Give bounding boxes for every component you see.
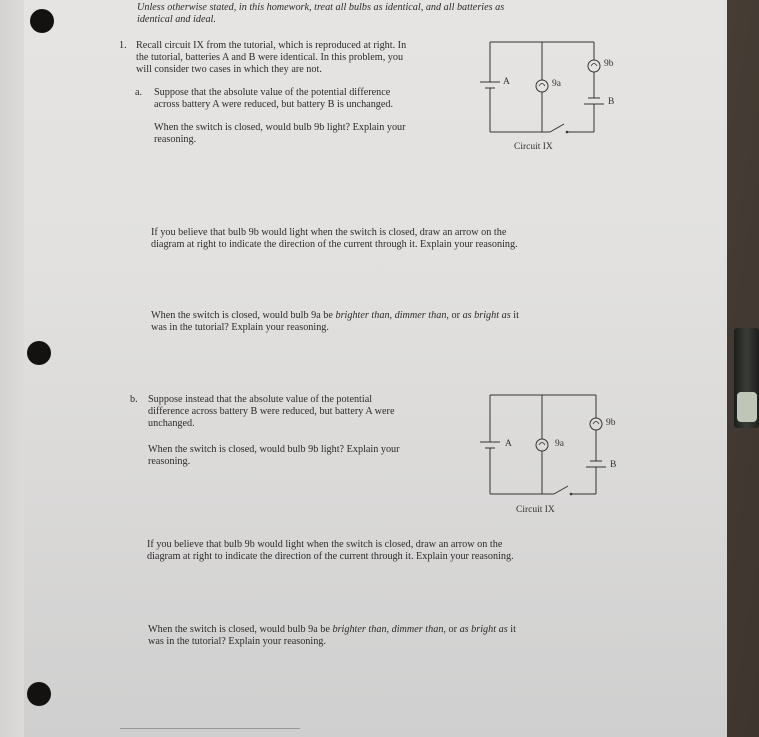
battery-b-label: B	[608, 97, 615, 107]
bulb-9b-label: 9b	[606, 418, 616, 428]
bulb-filament	[591, 64, 597, 67]
part-a-question-3-line-2: was in the tutorial? Explain your reasoning.	[151, 322, 329, 333]
bulb-filament	[539, 84, 545, 87]
part-a-line-1: Suppose that the absolute value of the potential difference	[154, 87, 391, 98]
switch-contact	[566, 131, 569, 134]
part-b-line-1: Suppose instead that the absolute value of the potential	[148, 394, 373, 405]
bulb-filament	[539, 443, 545, 446]
circuit-b-drawing	[474, 387, 624, 521]
part-b-question-3-line-2: was in the tutorial? Explain your reasoning.	[148, 636, 326, 647]
part-a-question-2-line-2: diagram at right to indicate the direction of the current through it. Explain your reasoning.	[151, 239, 518, 250]
switch-contact	[570, 493, 573, 496]
part-b-question-3-line-1: When the switch is closed, would bulb 9a be brighter than, dimmer than, or as bright as it	[148, 624, 516, 635]
part-a-question-1-line-2: reasoning.	[154, 134, 197, 145]
intro-line-1: Unless otherwise stated, in this homework, treat all bulbs as identical, and all batteries as	[137, 2, 505, 13]
part-b-line-3: unchanged.	[148, 418, 195, 429]
circuit-caption: Circuit IX	[514, 142, 553, 152]
footer-rule	[120, 728, 300, 729]
battery-b-label: B	[610, 460, 617, 470]
part-b-line-2: difference across battery B were reduced, but battery A were	[148, 406, 395, 417]
battery-a-label: A	[505, 439, 512, 449]
part-b-letter: b.	[130, 394, 138, 405]
binder-hole-bottom	[27, 682, 51, 706]
pen-cap	[737, 392, 757, 422]
circuit-caption: Circuit IX	[516, 505, 555, 515]
circuit-diagram-b	[474, 387, 624, 521]
part-a-question-1-line-1: When the switch is closed, would bulb 9b light? Explain your	[154, 122, 406, 133]
part-a-question-2-line-1: If you believe that bulb 9b would light when the switch is closed, draw an arrow on the	[151, 227, 507, 238]
part-b-question-2-line-2: diagram at right to indicate the direction of the current through it. Explain your reasoning.	[147, 551, 514, 562]
binder-hole-middle	[27, 341, 51, 365]
bulb-filament	[593, 422, 599, 425]
question-number: 1.	[119, 40, 127, 51]
q1-text-line-1: Recall circuit IX from the tutorial, which is reproduced at right. In	[136, 40, 407, 51]
part-a-line-2: across battery A were reduced, but battery B is unchanged.	[154, 99, 394, 110]
intro-line-2: identical and ideal.	[137, 14, 216, 25]
part-b-question-1-line-1: When the switch is closed, would bulb 9b light? Explain your	[148, 444, 400, 455]
q1-text-line-3: will consider two cases in which they are not.	[136, 64, 322, 75]
q1-text-line-2: the tutorial, batteries A and B were identical. In this problem, you	[136, 52, 404, 63]
part-b-question-1-line-2: reasoning.	[148, 456, 191, 467]
part-b-question-2-line-1: If you believe that bulb 9b would light when the switch is closed, draw an arrow on the	[147, 539, 503, 550]
part-a-letter: a.	[135, 87, 143, 98]
battery-a-label: A	[503, 77, 510, 87]
bulb-9b-label: 9b	[604, 59, 614, 69]
binder-hole-top	[30, 9, 54, 33]
circuit-diagram-a	[472, 34, 622, 164]
bulb-9a-label: 9a	[555, 439, 564, 449]
page-edge	[0, 0, 24, 737]
part-a-question-3-line-1: When the switch is closed, would bulb 9a be brighter than, dimmer than, or as bright as it	[151, 310, 519, 321]
bulb-9a-label: 9a	[552, 79, 561, 89]
